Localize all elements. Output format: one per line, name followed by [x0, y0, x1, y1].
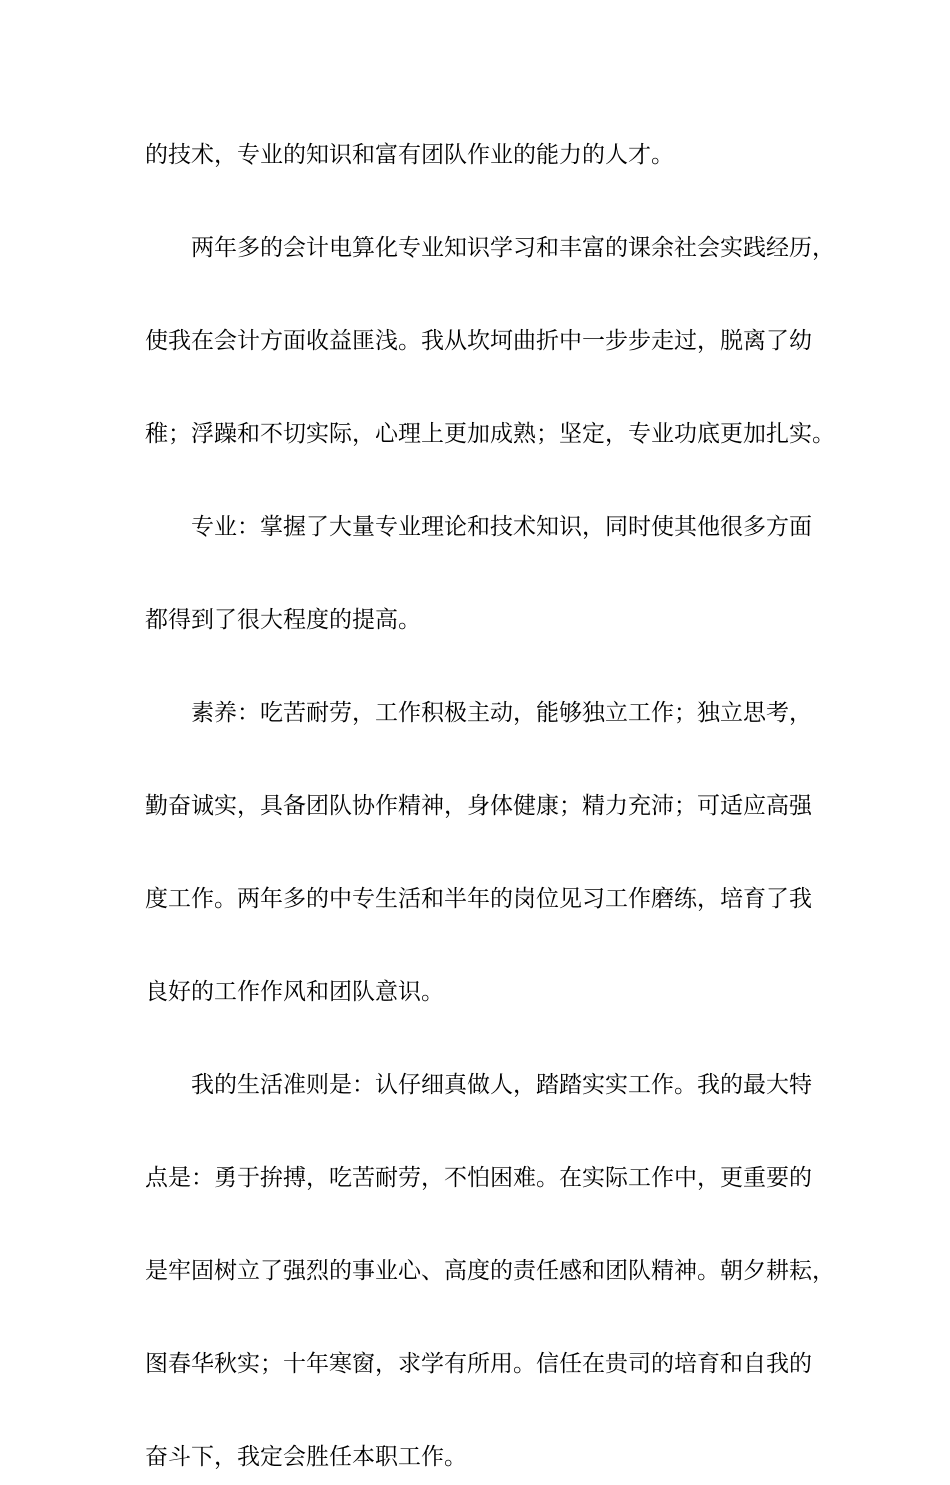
paragraph-line: 勤奋诚实，具备团队协作精神，身体健康；精力充沛；可适应高强: [145, 793, 812, 819]
paragraph-3: [145, 499, 835, 648]
line-gap: [145, 1392, 835, 1429]
paragraph-line: 是牢固树立了强烈的事业心、高度的责任感和团队精神。朝夕耕耘，: [145, 1258, 835, 1284]
paragraph-line: 都得到了很大程度的提高。: [145, 607, 421, 633]
paragraph-5: [145, 1057, 835, 1485]
line-gap: [145, 276, 835, 313]
paragraph-line: 素养：吃苦耐劳，工作积极主动，能够独立工作；独立思考，: [191, 700, 812, 726]
line-gap: [145, 927, 835, 964]
paragraph-line: 我的生活准则是：认仔细真做人，踏踏实实工作。我的最大特: [191, 1072, 812, 1098]
paragraph-4: [145, 685, 835, 1020]
paragraph-line: 使我在会计方面收益匪浅。我从坎坷曲折中一步步走过，脱离了幼: [145, 328, 812, 354]
paragraph-line: 的技术，专业的知识和富有团队作业的能力的人才。: [145, 142, 674, 168]
paragraph-2: [145, 220, 835, 462]
paragraph-line: 度工作。两年多的中专生活和半年的岗位见习工作磨练，培育了我: [145, 886, 812, 912]
paragraph-line: 图春华秋实；十年寒窗，求学有所用。信任在贵司的培育和自我的: [145, 1351, 812, 1377]
paragraph-1: [145, 127, 835, 183]
paragraph-line: 奋斗下，我定会胜任本职工作。: [145, 1444, 467, 1470]
paragraph-gap: [145, 462, 835, 499]
line-gap: [145, 1299, 835, 1336]
line-gap: [145, 1206, 835, 1243]
paragraph-line: 稚；浮躁和不切实际，心理上更加成熟；坚定，专业功底更加扎实。: [145, 421, 835, 447]
line-gap: [145, 1113, 835, 1150]
document-body: [145, 127, 835, 1485]
paragraph-gap: [145, 1020, 835, 1057]
paragraph-line: 点是：勇于拚搏，吃苦耐劳，不怕困难。在实际工作中，更重要的: [145, 1165, 812, 1191]
line-gap: [145, 369, 835, 406]
paragraph-gap: [145, 648, 835, 685]
paragraph-line: 良好的工作作风和团队意识。: [145, 979, 444, 1005]
paragraph-gap: [145, 183, 835, 220]
paragraph-line: 两年多的会计电算化专业知识学习和丰富的课余社会实践经历，: [191, 235, 835, 261]
line-gap: [145, 741, 835, 778]
paragraph-line: 专业：掌握了大量专业理论和技术知识，同时使其他很多方面: [191, 514, 812, 540]
line-gap: [145, 555, 835, 592]
line-gap: [145, 834, 835, 871]
